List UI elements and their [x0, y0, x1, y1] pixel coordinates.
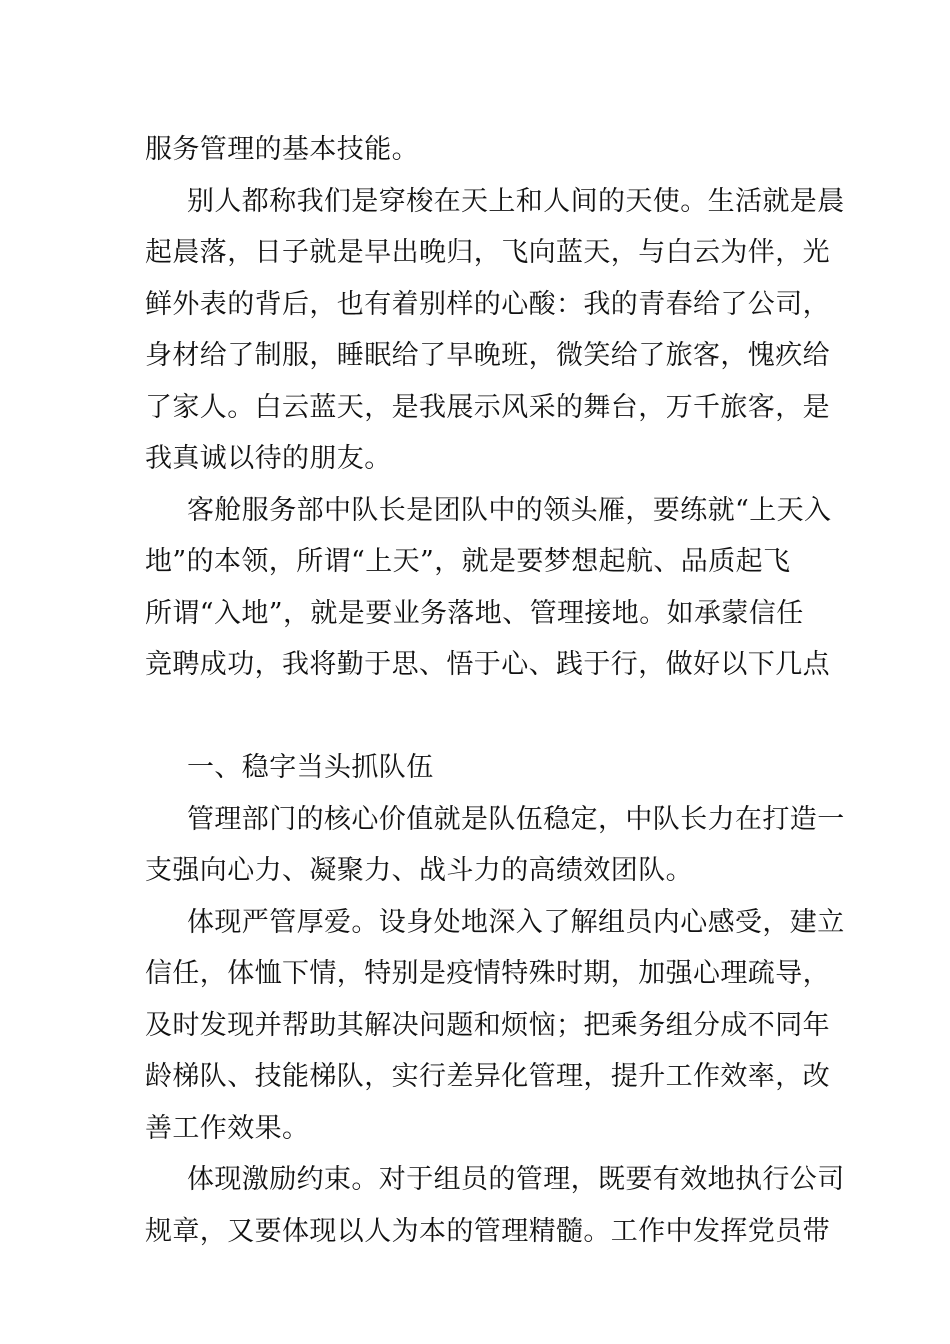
text-line: 鲜外表的背后，也有着别样的心酸：我的青春给了公司， [145, 288, 830, 320]
text-line: 龄梯队、技能梯队，实行差异化管理，提升工作效率，改 [145, 1061, 830, 1092]
text-line: 我真诚以待的朋友。 [145, 443, 392, 474]
text-line: 及时发现并帮助其解决问题和烦恼；把乘务组分成不同年 [145, 1009, 830, 1041]
section-heading: 一、稳字当头抓队伍 [187, 752, 434, 783]
paragraph-first-line: 别人都称我们是穿梭在天上和人间的天使。生活就是晨 [187, 185, 845, 217]
paragraph-first-line: 客舱服务部中队长是团队中的领头雁，要练就“上天入 [187, 494, 832, 526]
paragraph-first-line: 管理部门的核心价值就是队伍稳定，中队长力在打造一 [187, 803, 845, 835]
text-line: 了家人。白云蓝天，是我展示风采的舞台，万千旅客，是 [145, 391, 830, 423]
text-line: 身材给了制服，睡眠给了早晚班，微笑给了旅客，愧疚给 [145, 340, 830, 371]
text-line: 规章，又要体现以人为本的管理精髓。工作中发挥党员带 [145, 1215, 830, 1247]
paragraph-first-line: 体现严管厚爱。设身处地深入了解组员内心感受，建立 [187, 906, 845, 938]
text-line: 支强向心力、凝聚力、战斗力的高绩效团队。 [145, 855, 693, 886]
blank-line [145, 691, 811, 743]
text-line: 信任，体恤下情，特别是疫情特殊时期，加强心理疏导， [145, 958, 830, 989]
text-line: 地”的本领，所谓“上天”，就是要梦想起航、品质起飞 [145, 546, 791, 577]
text-line: 服务管理的基本技能。 [145, 134, 419, 165]
text-line: 竞聘成功，我将勤于思、悟于心、践于行，做好以下几点 [145, 649, 830, 680]
text-line: 善工作效果。 [145, 1112, 310, 1144]
text-line: 所谓“入地”，就是要业务落地、管理接地。如承蒙信任 [145, 597, 804, 629]
paragraph-first-line: 体现激励约束。对于组员的管理，既要有效地执行公司 [187, 1164, 845, 1195]
text-line: 起晨落，日子就是早出晚归，飞向蓝天，与白云为伴，光 [145, 237, 830, 268]
document-body [145, 124, 845, 1257]
